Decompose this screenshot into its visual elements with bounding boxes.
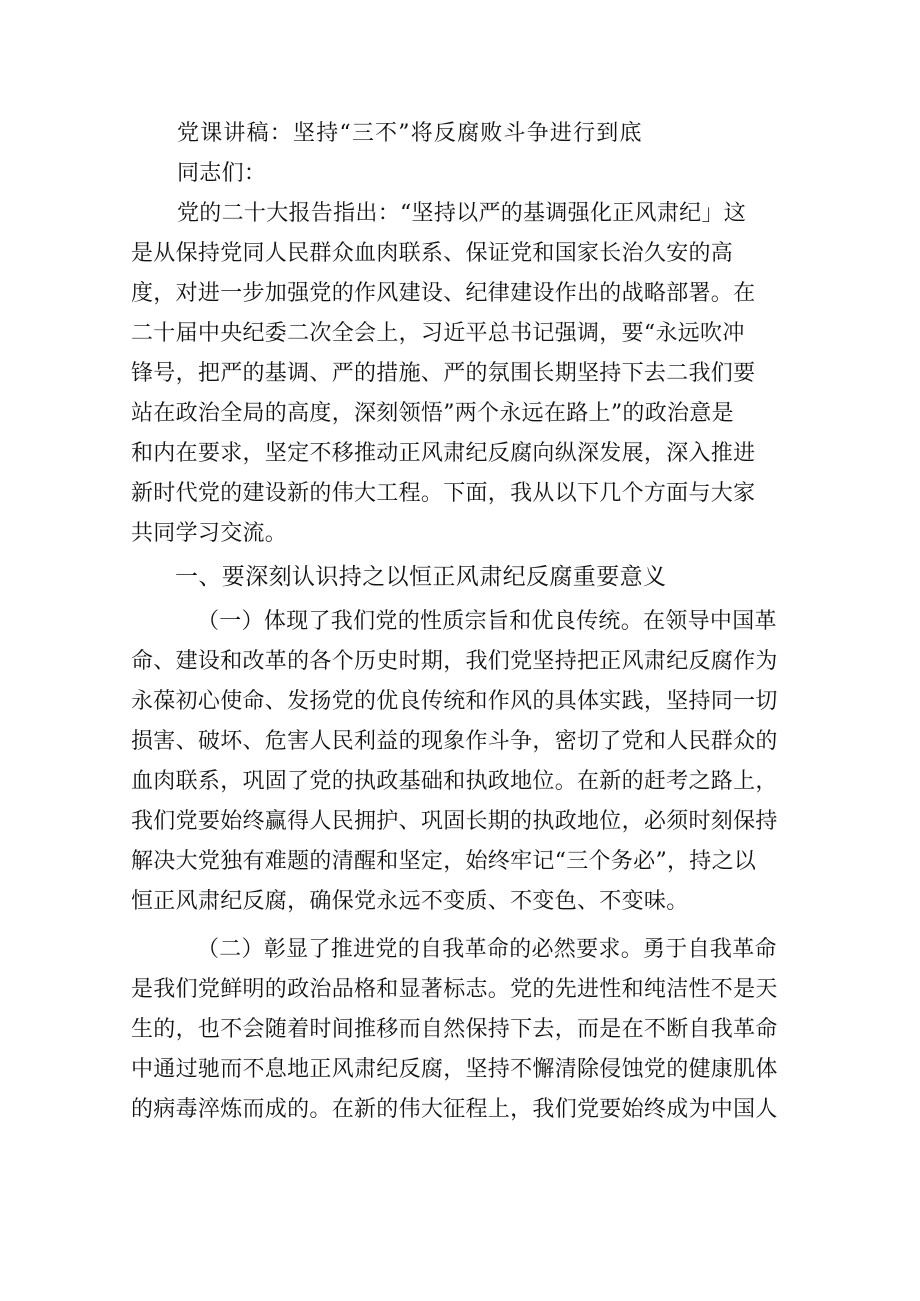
intro-line: 二十届中央纪委二次全会上，习近平总书记强调，要“永远吹冲 [131,321,745,346]
paragraph-line: （二）彰显了推进党的自我革命的必然要求。勇于自我革命 [197,937,777,962]
paragraph-line: 中通过驰而不息地正风肃纪反腐，坚持不懈清除侵蚀党的健康肌体 [131,1057,778,1082]
paragraph-line: （一）体现了我们党的性质宗旨和优良传统。在领导中国革 [197,609,777,634]
paragraph-line: 生的，也不会随着时间推移而自然保持下去，而是在不断自我革命 [131,1017,778,1042]
intro-line: 和内在要求，坚定不移推动正风肃纪反腐向纵深发展，深入推进 [131,441,756,466]
document-title: 党课讲稿：坚持“三不”将反腐败斗争进行到底 [177,121,643,146]
paragraph-line: 是我们党鲜明的政治品格和显著标志。党的先进性和纯洁性不是天 [131,977,778,1002]
intro-line: 是从保持党同人民群众血肉联系、保证党和国家长治久安的高 [131,241,734,266]
paragraph-line: 恒正风肃纪反腐，确保党永远不变质、不变色、不变味。 [131,889,689,914]
document-body [131,114,796,1130]
section-heading: 一、要深刻认识持之以恒正风肃纪反腐重要意义 [175,564,667,590]
paragraph-line: 命、建设和改革的各个历史时期，我们党坚持把正风肃纪反腐作为 [131,649,778,674]
paragraph-line: 的病毒淬炼而成的。在新的伟大征程上，我们党要始终成为中国人 [131,1097,778,1122]
paragraph-line: 血肉联系，巩固了党的执政基础和执政地位。在新的赶考之路上， [131,769,778,794]
intro-line: 度，对进一步加强党的作风建设、纪律建设作出的战略部署。在 [131,281,756,306]
intro-paragraph [131,194,796,554]
intro-line: 锋号，把严的基调、严的措施、严的氛围长期坚持下去二我们要 [131,361,756,386]
paragraph-spacer [131,922,796,930]
paragraph-line: 永葆初心使命、发扬党的优良传统和作风的具体实践，坚持同一切 [131,689,778,714]
intro-line: 站在政治全局的高度，深刻领悟”两个永远在路上”的政治意是 [131,401,734,426]
paragraph-2 [131,930,796,1130]
paragraph-1 [131,602,796,922]
paragraph-line: 解决大党独有难题的清醒和坚定，始终牢记“三个务必”，持之以 [131,849,757,874]
paragraph-line: 损害、破坏、危害人民利益的现象作斗争，密切了党和人民群众的 [131,729,778,754]
paragraph-line: 我们党要始终赢得人民拥护、巩固长期的执政地位，必须时刻保持 [131,809,778,834]
intro-line: 党的二十大报告指出：“坚持以严的基调强化正风肃纪」这 [177,201,747,226]
intro-line: 新时代党的建设新的伟大工程。下面，我从以下几个方面与大家 [131,481,756,506]
salutation: 同志们： [177,161,267,186]
intro-line: 共同学习交流。 [131,521,288,546]
